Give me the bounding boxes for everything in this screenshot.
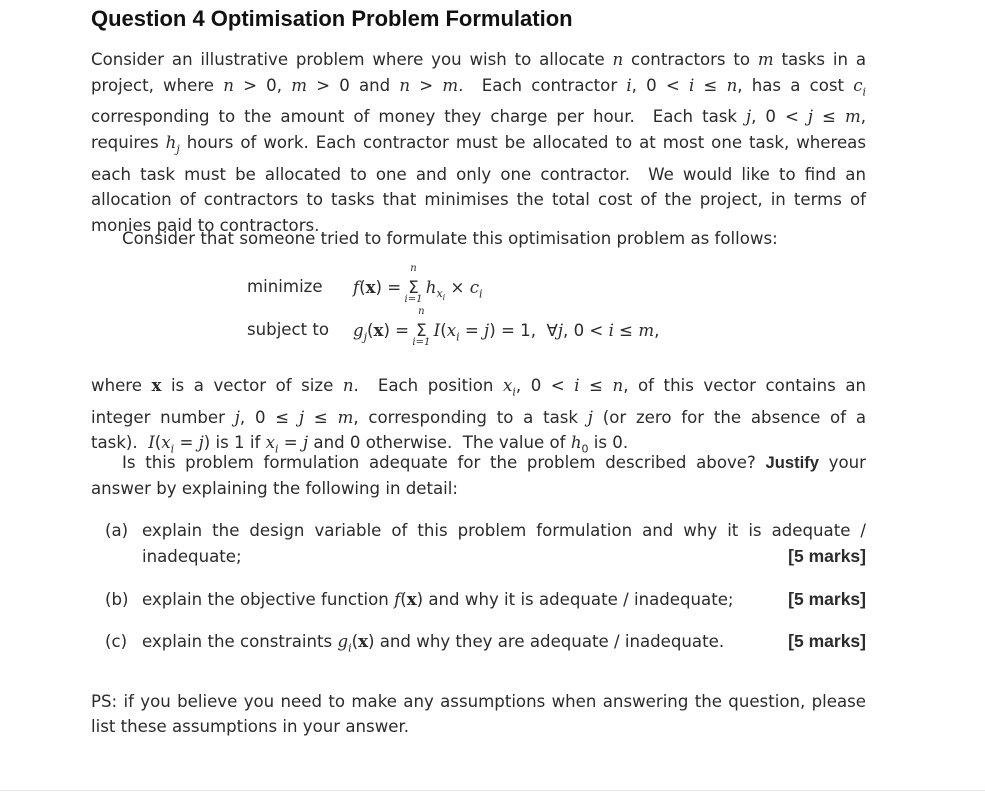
variable-definition: where x is a vector of size n. Each position $x_i$, 0 < i ≤ n, of this vector contains an integer number j, 0 ≤ j ≤ m, corresponding to a task j (or zero for the absence of a task). $I(x_i = j)$ is 1 if $x_i = j$ and 0 otherwise. The value of $h_0$ is 0. (91, 375, 867, 456)
question-prompt: Is this problem formulation adequate for the problem described above? Justify your answer by explaining the following in detail: (91, 453, 866, 498)
part-c-marks: [5 marks] (788, 631, 866, 651)
subject-to-label: subject to (247, 320, 330, 339)
part-c: (c) explain the constraints $g_i(x)$ and why they are adequate / inadequate. [5 marks] (105, 631, 866, 655)
problem-description: Consider an illustrative problem where you wish to allocate n contractors to m tasks in a project, where n > 0, m > 0 and n > m. Each contractor i, 0 < i ≤ n, has a cost $c_i$ corresponding to the amount of money they charge per hour. Each task j, 0 < j ≤ m, requires $h_j$ hours of work. Each contractor must be allocated to at most one task, whereas each task must be allocated to one and only one contractor. We would like to find an allocation of contractors to tasks that minimises the total cost of the project, in terms of monies paid to contractors. (91, 50, 867, 235)
question-title: Question 4 Optimisation Problem Formulation (91, 6, 573, 31)
part-a: (a) explain the design variable of this problem formulation and why it is adequate / inadequate; [5 marks] (105, 518, 866, 570)
part-b: (b) explain the objective function f(x) and why it is adequate / inadequate; [5 marks] (105, 587, 866, 613)
formulation-intro: Consider that someone tried to formulate this optimisation problem as follows: (122, 229, 778, 248)
part-c-label: (c) (105, 632, 128, 651)
bottom-divider (0, 790, 985, 791)
minimize-label: minimize (247, 277, 323, 296)
part-a-marks: [5 marks] (788, 546, 866, 566)
part-a-label: (a) (105, 521, 129, 540)
ps-note: PS: if you believe you need to make any assumptions when answering the question, please list these assumptions in your answer. (91, 691, 866, 737)
part-b-marks: [5 marks] (788, 589, 866, 609)
part-b-label: (b) (105, 590, 129, 609)
